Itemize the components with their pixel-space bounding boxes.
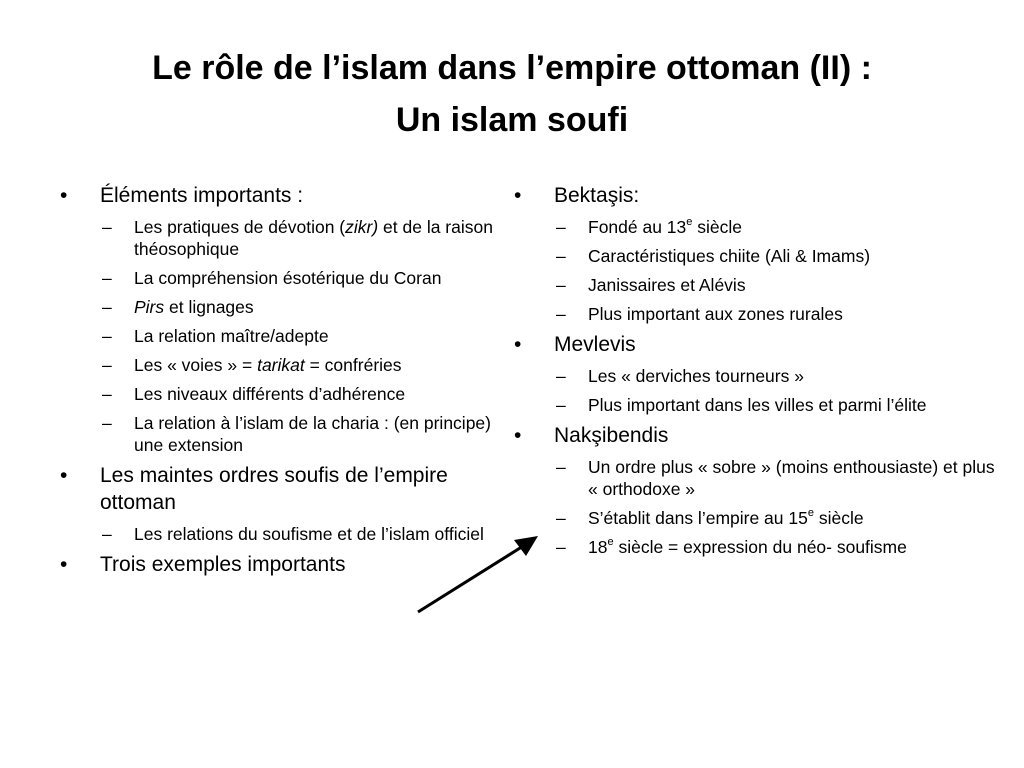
dash-glyph: –: [102, 217, 112, 237]
sub-item-text: Un ordre plus « sobre » (moins enthousiaste) et plus « orthodoxe »: [588, 457, 995, 499]
superscript: e: [686, 216, 693, 229]
dash-glyph: –: [556, 275, 566, 295]
dash-glyph: –: [102, 413, 112, 433]
sub-item-emphasis: Pirs: [134, 297, 165, 317]
arrow-head: [514, 536, 538, 556]
sub-item-text: Plus important aux zones rurales: [588, 304, 843, 324]
dash-glyph: –: [102, 355, 112, 375]
dash-glyph: –: [102, 268, 112, 288]
dash-glyph: –: [556, 395, 566, 415]
sub-item-text: Les « derviches tourneurs »: [588, 366, 804, 386]
dash-glyph: –: [556, 304, 566, 324]
sub-item-text: et de la raison théosophique: [134, 217, 493, 259]
dash-glyph: –: [102, 326, 112, 346]
sub-item-text: siècle = expression du néo- soufisme: [613, 537, 907, 557]
dash-glyph: –: [556, 508, 566, 528]
sub-item-text: Janissaires et Alévis: [588, 275, 746, 295]
sub-item-text: La relation à l’islam de la charia : (en principe) une extension: [134, 413, 491, 455]
bullet-glyph: •: [60, 184, 68, 207]
sub-item-text: Les relations du soufisme et de l’islam officiel: [134, 524, 484, 544]
bullet-glyph: •: [514, 184, 522, 207]
sub-item-text: S’établit dans l’empire au 15: [588, 508, 808, 528]
bullet-glyph: •: [60, 464, 68, 487]
superscript: e: [607, 536, 614, 549]
sub-item-text: siècle: [813, 508, 864, 528]
bullet-text: Bektaşis:: [554, 184, 640, 207]
sub-item-text: La relation maître/adepte: [134, 326, 329, 346]
dash-glyph: –: [102, 524, 112, 544]
sub-item-text: Fondé au 13: [588, 217, 687, 237]
dash-glyph: –: [556, 366, 566, 386]
arrow-shaft: [418, 543, 528, 612]
sub-item-text: Plus important dans les villes et parmi l’élite: [588, 395, 927, 415]
slide-title-line-2: Un islam soufi: [395, 101, 629, 139]
bullet-text: Mevlevis: [554, 333, 636, 356]
dash-glyph: –: [556, 537, 566, 557]
bullet-text: Nakşibendis: [554, 424, 669, 447]
bullet-glyph: •: [514, 424, 522, 447]
superscript: e: [807, 507, 814, 520]
sub-item-text: siècle: [692, 217, 743, 237]
bullet-glyph: •: [514, 333, 522, 356]
sub-item-text: et lignages: [164, 297, 254, 317]
sub-item-text: 18: [588, 537, 608, 557]
sub-item-text: Les niveaux différents d’adhérence: [134, 384, 406, 404]
dash-glyph: –: [556, 457, 566, 477]
bullet-glyph: •: [60, 553, 68, 576]
dash-glyph: –: [556, 246, 566, 266]
dash-glyph: –: [102, 384, 112, 404]
dash-glyph: –: [556, 217, 566, 237]
bullet-text: Éléments importants :: [100, 184, 304, 207]
sub-item-emphasis: zikr): [345, 217, 379, 237]
sub-item-text: Les « voies » =: [134, 355, 258, 375]
sub-item-text: La compréhension ésotérique du Coran: [134, 268, 442, 288]
bullet-text: Trois exemples importants: [100, 553, 346, 576]
bullet-text: Les maintes ordres soufis de l’empire ottoman: [100, 464, 448, 514]
sub-item-emphasis: tarikat: [257, 355, 305, 375]
sub-item-text: Caractéristiques chiite (Ali & Imams): [588, 246, 871, 266]
slide-title-line-1: Le rôle de l’islam dans l’empire ottoman (II) :: [152, 49, 872, 87]
sub-item-text: Les pratiques de dévotion (: [134, 217, 346, 237]
sub-item-text: = confréries: [304, 355, 402, 375]
dash-glyph: –: [102, 297, 112, 317]
